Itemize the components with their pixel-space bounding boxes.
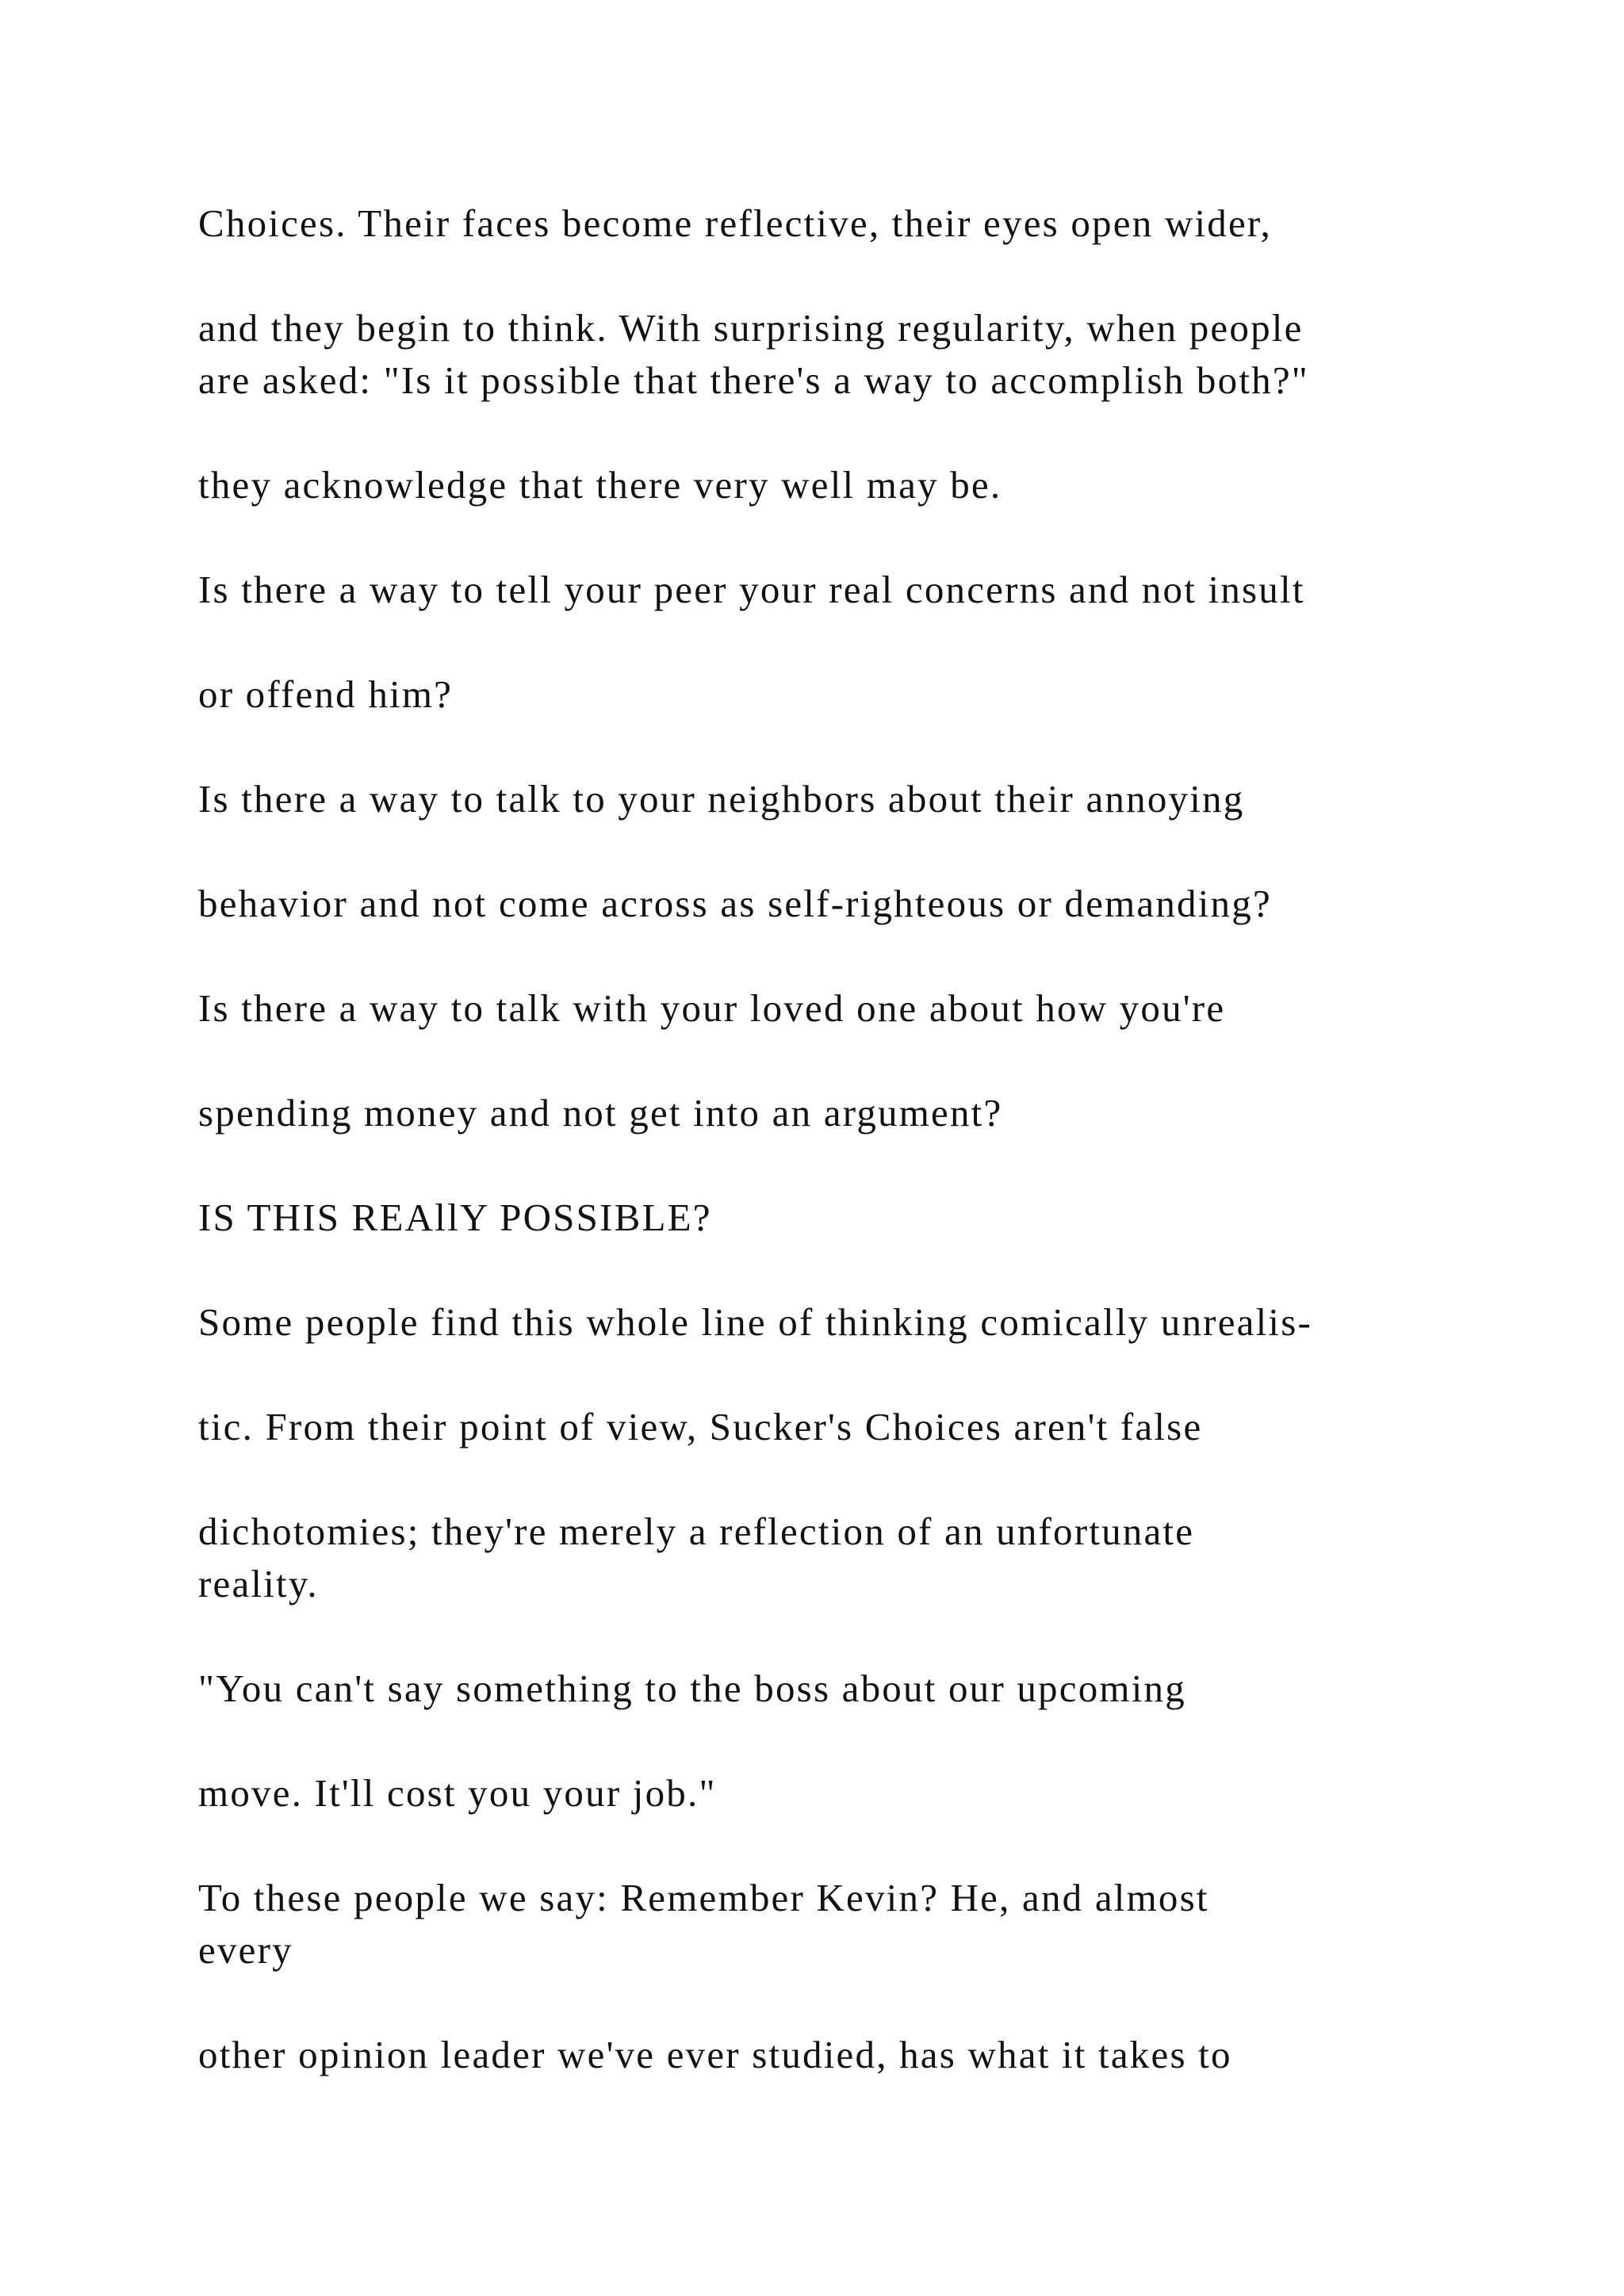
- text-line: To these people we say: Remember Kevin? He, and almost: [198, 1876, 1209, 1919]
- text-line: dichotomies; they're merely a reflection of an unfortunate: [198, 1510, 1195, 1553]
- text-line: Is there a way to talk with your loved one about how you're: [198, 986, 1226, 1030]
- text-line: Is there a way to talk to your neighbors about their annoying: [198, 777, 1245, 821]
- text-line: spending money and not get into an argument?: [198, 1091, 1003, 1135]
- text-line: other opinion leader we've ever studied, has what it takes to: [198, 2033, 1232, 2076]
- text-line: are asked: "Is it possible that there's a way to accomplish both?": [198, 358, 1309, 402]
- text-line: they acknowledge that there very well may be.: [198, 463, 1002, 507]
- text-line: reality.: [198, 1562, 319, 1605]
- text-line: behavior and not come across as self-righteous or demanding?: [198, 882, 1272, 925]
- text-line: move. It'll cost you your job.": [198, 1771, 717, 1815]
- text-line: Choices. Their faces become reflective, their eyes open wider,: [198, 201, 1272, 245]
- text-line: and they begin to think. With surprising regularity, when people: [198, 306, 1304, 350]
- text-line: Is there a way to tell your peer your real concerns and not insult: [198, 568, 1305, 611]
- text-line: every: [198, 1928, 293, 1972]
- text-line: "You can't say something to the boss about our upcoming: [198, 1667, 1186, 1710]
- text-line: tic. From their point of view, Sucker's Choices aren't false: [198, 1405, 1203, 1448]
- text-line: or offend him?: [198, 672, 454, 716]
- section-heading: IS THIS REAllY POSSIBLE?: [198, 1196, 712, 1239]
- text-line: Some people find this whole line of thinking comically unrealis-: [198, 1300, 1313, 1344]
